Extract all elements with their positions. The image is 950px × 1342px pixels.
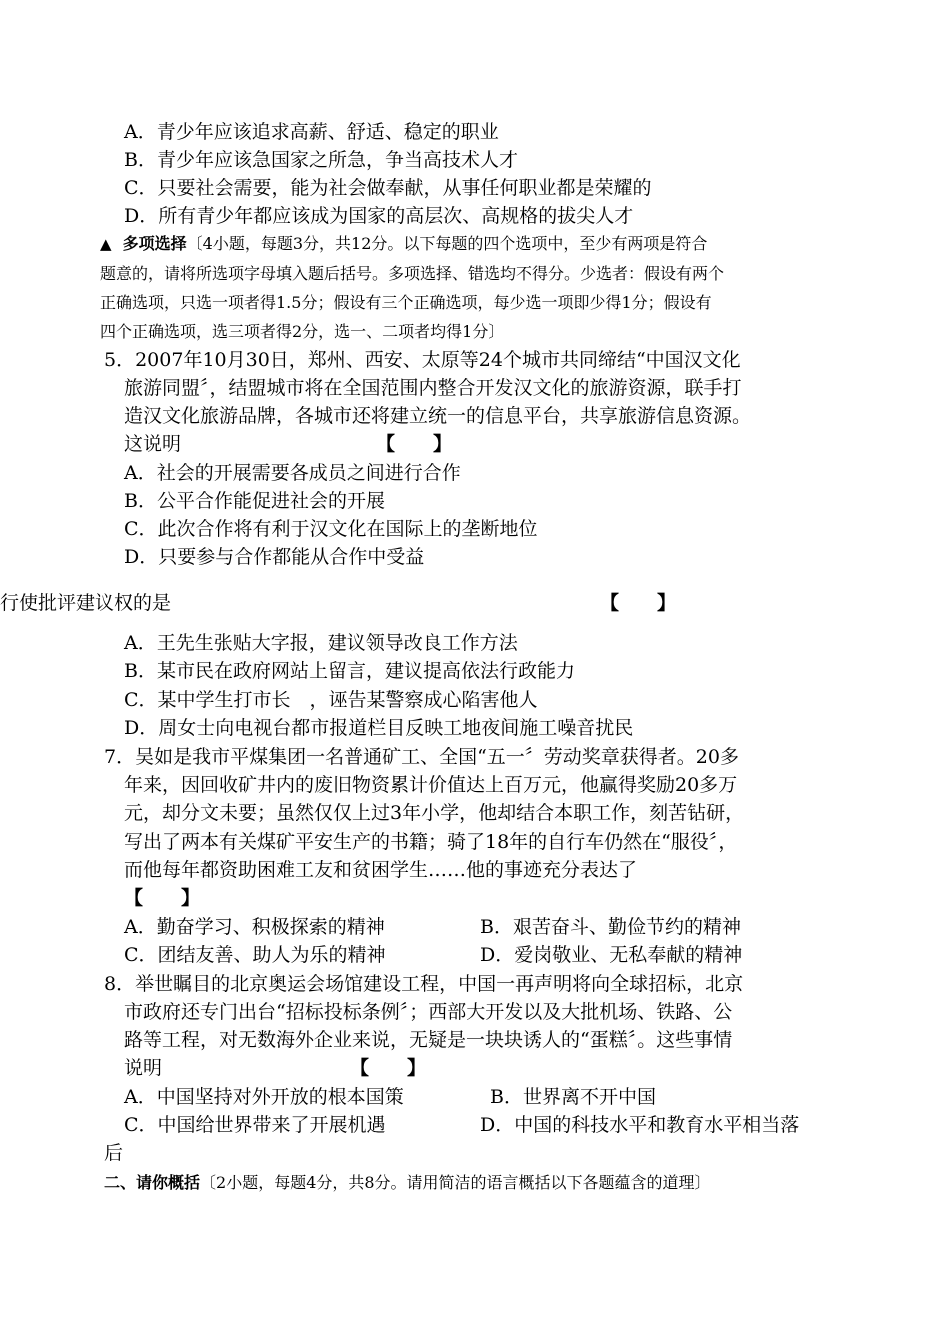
q6-stem: 行使批评建议权的是: [0, 592, 172, 614]
q7-answer-bracket: 【 】: [124, 887, 201, 909]
section-multi-instr: 〔4小题，每题3分，共12分。以下每题的四个选项中，至少有两项是符合: [186, 234, 708, 253]
q8-option-b: B．世界离不开中国: [490, 1086, 656, 1108]
option-a: A．青少年应该追求高薪、舒适、稳定的职业: [124, 121, 499, 143]
q5-option-c: C．此次合作将有利于汉文化在国际上的垄断地位: [124, 518, 538, 540]
q8-option-a: A．中国坚持对外开放的根本国策: [124, 1086, 404, 1108]
q8-option-d-continued: 后: [104, 1142, 124, 1164]
section-multi-instr-3: 正确选项，只选一项者得1.5分；假设有三个正确选项，每少选一项即少得1分；假设有: [100, 293, 712, 312]
q5-stem-2: 旅游同盟〞，结盟城市将在全国范围内整合开发汉文化的旅游资源，联手打: [124, 377, 742, 399]
option-d: D．所有青少年都应该成为国家的高层次、高规格的拔尖人才: [124, 205, 634, 227]
q5-stem-3: 造汉文化旅游品牌，各城市还将建立统一的信息平台，共享旅游信息资源。: [124, 405, 752, 427]
q7-stem-5: 而他每年都资助困难工友和贫困学生……他的事迹充分表达了: [124, 859, 638, 881]
q7-stem-4: 写出了两本有关煤矿平安生产的书籍；骑了18年的自行车仍然在“服役〞，: [124, 831, 738, 853]
q8-stem-4: 说明: [124, 1057, 163, 1079]
q6-option-b: B．某市民在政府网站上留言，建议提高依法行政能力: [124, 660, 575, 682]
section-two-title: 二、请你概括: [104, 1173, 201, 1192]
q7-option-b: B．艰苦奋斗、勤俭节约的精神: [480, 916, 741, 938]
q7-stem-1: 7．吴如是我市平煤集团一名普通矿工、全国“五一〞劳动奖章获得者。20多: [104, 746, 739, 768]
q6-answer-bracket: 【 】: [600, 592, 677, 614]
q8-stem-1: 8．举世瞩目的北京奥运会场馆建设工程，中国一再声明将向全球招标，北京: [104, 973, 744, 995]
q5-option-b: B．公平合作能促进社会的开展: [124, 490, 385, 512]
q8-stem-3: 路等工程，对无数海外企业来说，无疑是一块块诱人的“蛋糕〞。这些事情: [124, 1029, 733, 1051]
q5-stem-4: 这说明: [124, 433, 182, 455]
q7-stem-2: 年来，因回收矿井内的废旧物资累计价值达上百万元，他赢得奖励20多万: [124, 774, 738, 796]
section-two-instr: 〔2小题，每题4分，共8分。请用简洁的语言概括以下各题蕴含的道理〕: [200, 1173, 711, 1192]
q5-option-a: A．社会的开展需要各成员之间进行合作: [124, 462, 461, 484]
q7-option-c: C．团结友善、助人为乐的精神: [124, 944, 386, 966]
option-b: B．青少年应该急国家之所急，争当高技术人才: [124, 149, 518, 171]
section-multi-instr-4: 四个正确选项，选三项者得2分，选一、二项者均得1分〕: [100, 322, 505, 341]
section-multi-header: [100, 232, 707, 256]
section-two-header: [104, 1171, 711, 1195]
q6-option-a: A．王先生张贴大字报，建议领导改良工作方法: [124, 632, 518, 654]
triangle-marker-icon: ▲: [100, 235, 112, 253]
q7-stem-3: 元，却分文未要；虽然仅仅上过3年小学，他却结合本职工作，刻苦钻研，: [124, 802, 745, 824]
option-c: C．只要社会需要，能为社会做奉献，从事任何职业都是荣耀的: [124, 177, 652, 199]
q8-option-c: C．中国给世界带来了开展机遇: [124, 1114, 386, 1136]
q8-stem-2: 市政府还专门出台“招标投标条例〞；西部大开发以及大批机场、铁路、公: [124, 1001, 733, 1023]
q5-option-d: D．只要参与合作都能从合作中受益: [124, 546, 425, 568]
section-multi-instr-2: 题意的，请将所选项字母填入题后括号。多项选择、错选均不得分。少选者：假设有两个: [100, 264, 725, 283]
q6-option-c: C．某中学生打市长 ，诬告某警察成心陷害他人: [124, 689, 538, 711]
q8-option-d: D．中国的科技水平和教育水平相当落: [480, 1114, 800, 1136]
q5-answer-bracket: 【 】: [376, 433, 453, 455]
section-multi-title: 多项选择: [122, 234, 187, 253]
q7-option-a: A．勤奋学习、积极探索的精神: [124, 916, 385, 938]
q6-option-d: D．周女士向电视台都市报道栏目反映工地夜间施工噪音扰民: [124, 717, 634, 739]
q8-answer-bracket: 【 】: [350, 1057, 427, 1079]
q7-option-d: D．爱岗敬业、无私奉献的精神: [480, 944, 743, 966]
q5-stem-1: 5．2007年10月30日，郑州、西安、太原等24个城市共同缔结“中国汉文化: [104, 349, 741, 371]
